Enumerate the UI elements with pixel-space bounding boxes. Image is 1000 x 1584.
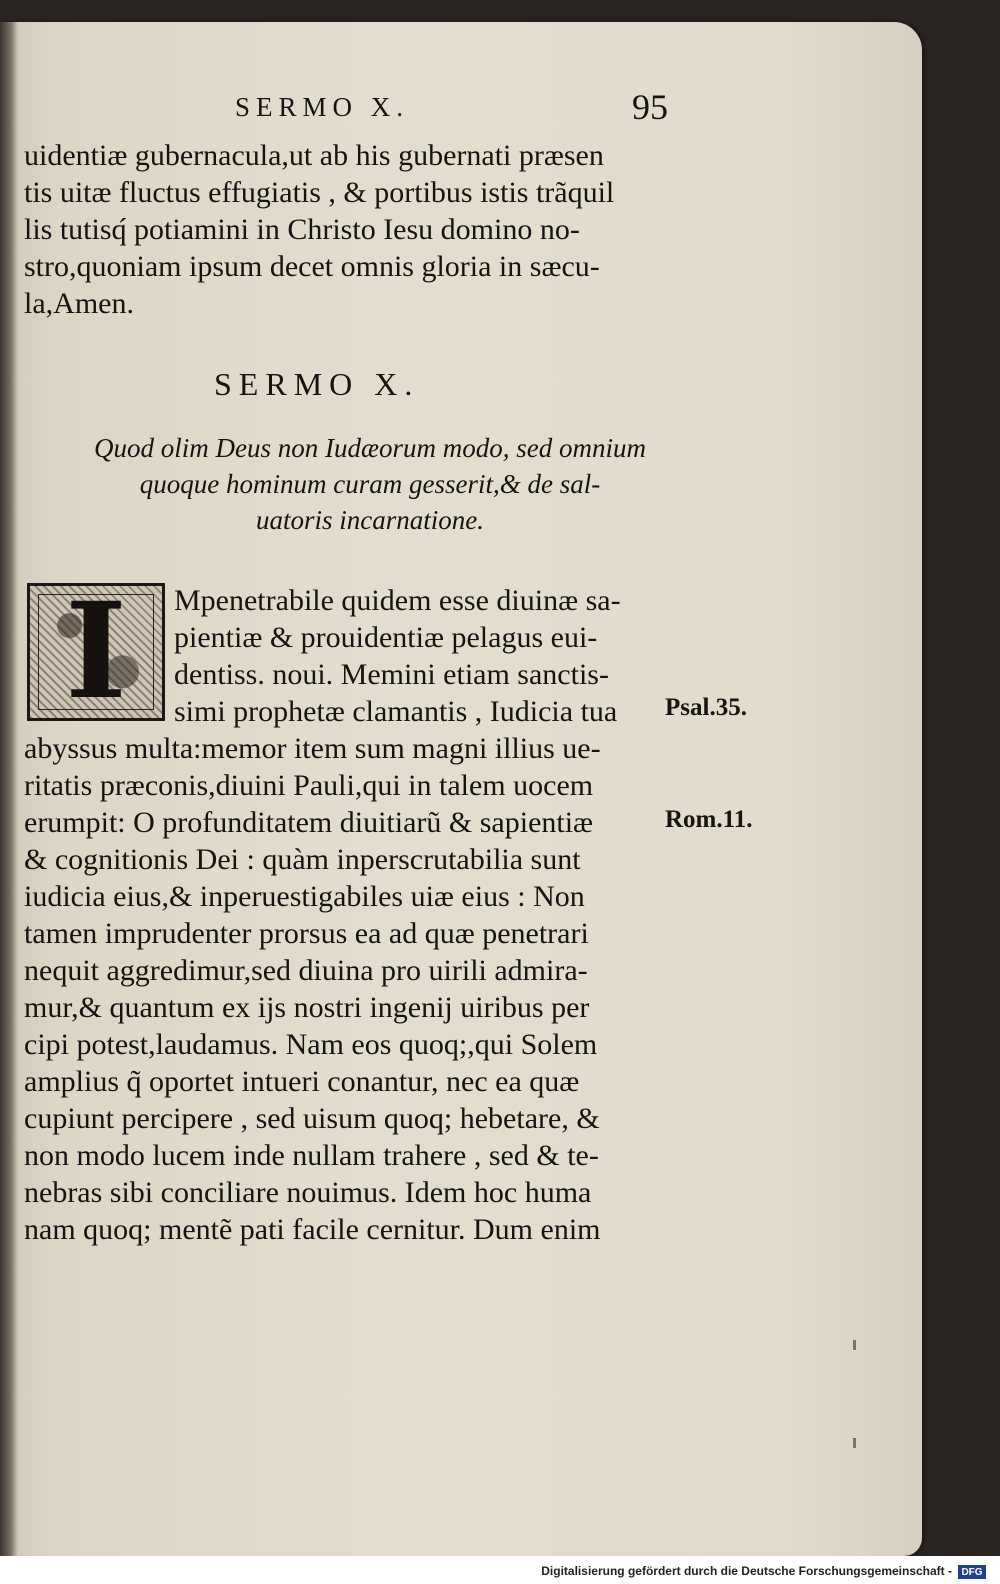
text-block-continuation — [24, 137, 674, 322]
text-line: la,Amen. — [24, 287, 134, 320]
section-title: SERMO X. — [214, 366, 420, 402]
dfg-logo: DFG — [958, 1565, 986, 1579]
text-line: tamen imprudenter prorsus ea ad quæ penetrari — [24, 917, 589, 950]
text-line: nam quoq; mentẽ pati facile cernitur. Dum enim — [24, 1213, 601, 1246]
marginal-note-psalm: Psal.35. — [665, 694, 747, 721]
text-line: stro,quoniam ipsum decet omnis gloria in sæcu- — [24, 250, 600, 283]
text-block-body — [24, 730, 674, 1248]
text-line: nebras sibi conciliare nouimus. Idem hoc huma — [24, 1176, 592, 1209]
page-tick-mark — [853, 1340, 856, 1350]
initial-letter: I — [65, 583, 127, 721]
text-line: amplius q̃ oportet intueri conantur, nec ea quæ — [24, 1065, 580, 1098]
text-line: & cognitionis Dei : quàm inperscrutabilia sunt — [24, 843, 581, 876]
text-line: iudicia eius,& inperuestigabiles uiæ eius : Non — [24, 880, 585, 913]
text-line: uidentiæ gubernacula,ut ab his gubernati præsen — [24, 139, 604, 172]
page-tick-mark — [853, 1438, 856, 1448]
subtitle-line: quoque hominum curam gesserit,& de sal- — [139, 469, 601, 499]
footer-bar — [0, 1556, 1000, 1584]
subtitle-line: Quod olim Deus non Iudæorum modo, sed omnium — [94, 433, 646, 463]
text-block-opening — [174, 582, 674, 730]
text-line: ritatis præconis,diuini Pauli,qui in talem uocem — [24, 769, 594, 802]
text-line: nequit aggredimur,sed diuina pro uirili admira- — [24, 954, 588, 987]
decorated-initial — [27, 583, 165, 721]
marginal-note-romans: Rom.11. — [665, 806, 753, 833]
page-number: 95 — [632, 87, 668, 127]
subtitle-line: uatoris incarnatione. — [256, 505, 484, 535]
text-line: dentiss. noui. Memini etiam sanctis- — [174, 658, 609, 691]
text-line: Mpenetrabile quidem esse diuinæ sa- — [174, 584, 621, 617]
text-line: non modo lucem inde nullam trahere , sed & te- — [24, 1139, 599, 1172]
text-line: mur,& quantum ex ijs nostri ingenij uiribus per — [24, 991, 590, 1024]
text-line: pientiæ & prouidentiæ pelagus eui- — [174, 621, 598, 654]
text-line: tis uitæ fluctus effugiatis , & portibus istis trãquil — [24, 176, 615, 209]
text-line: simi prophetæ clamantis , Iudicia tua — [174, 695, 618, 728]
text-line: cipi potest,laudamus. Nam eos quoq;,qui Solem — [24, 1028, 598, 1061]
running-head: SERMO X. — [235, 92, 410, 122]
text-line: cupiunt percipere , sed uisum quoq; hebetare, & — [24, 1102, 600, 1135]
section-subtitle — [60, 430, 680, 538]
text-line: abyssus multa:memor item sum magni illius ue- — [24, 732, 601, 765]
text-line: lis tutisq́ potiamini in Christo Iesu domino no- — [24, 213, 580, 246]
funding-credit: Digitalisierung gefördert durch die Deutsche Forschungsgemeinschaft - — [541, 1564, 952, 1578]
page-binding-edge — [0, 22, 18, 1556]
text-line: erumpit: O profunditatem diuitiarũ & sapientiæ — [24, 806, 594, 839]
